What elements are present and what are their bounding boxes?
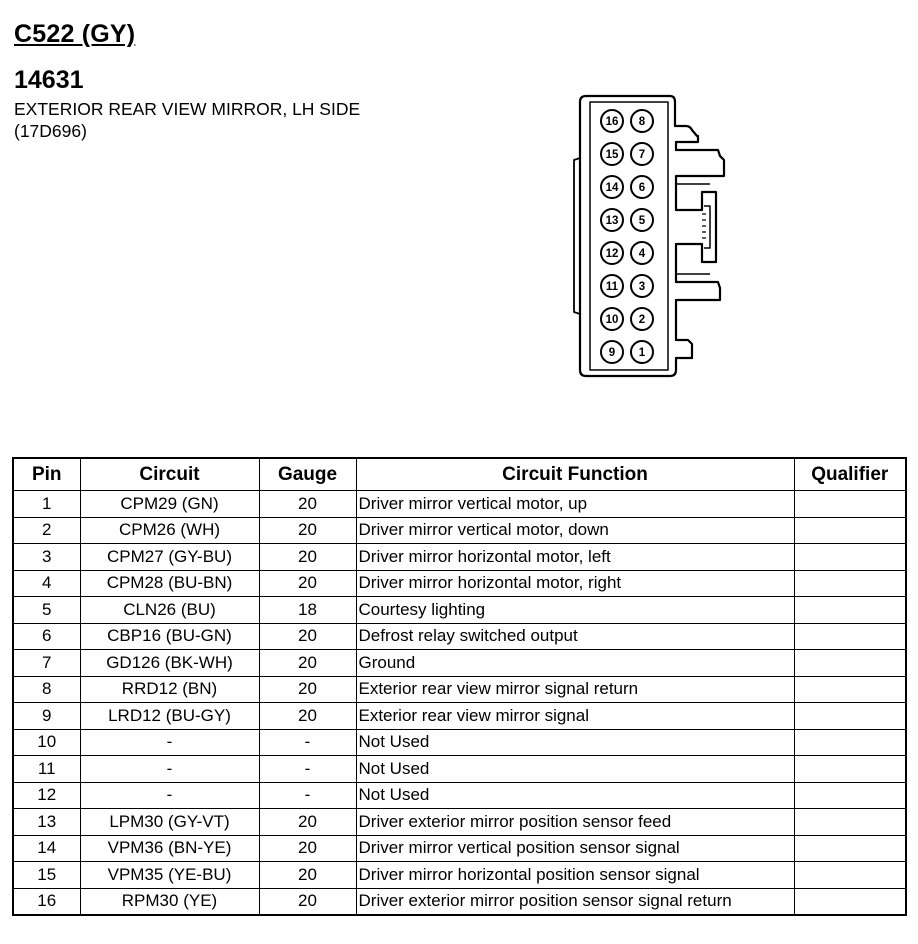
- function-cell: Not Used: [356, 729, 794, 756]
- connector-housing-outline: [580, 96, 724, 376]
- table-row: [13, 835, 906, 862]
- qualifier-cell: [794, 517, 906, 544]
- circuit-cell: LRD12 (BU-GY): [80, 703, 259, 730]
- pin-cell: 3: [13, 544, 80, 571]
- gauge-cell: 20: [259, 676, 356, 703]
- table-row: [13, 597, 906, 624]
- connector-pin-label: 2: [638, 314, 646, 327]
- connector-pin: [601, 341, 623, 363]
- function-cell: Driver mirror horizontal motor, right: [356, 570, 794, 597]
- pin-cell: 9: [13, 703, 80, 730]
- function-cell: Driver mirror vertical motor, up: [356, 491, 794, 518]
- function-cell: Not Used: [356, 782, 794, 809]
- function-cell: Exterior rear view mirror signal return: [356, 676, 794, 703]
- part-number: 14631: [14, 66, 84, 94]
- connector-pin: [631, 143, 653, 165]
- table-row: [13, 782, 906, 809]
- pin-cell: 7: [13, 650, 80, 677]
- qualifier-cell: [794, 835, 906, 862]
- function-cell: Driver mirror vertical motor, down: [356, 517, 794, 544]
- circuit-cell: CPM29 (GN): [80, 491, 259, 518]
- pin-cell: 15: [13, 862, 80, 889]
- function-cell: Ground: [356, 650, 794, 677]
- qualifier-cell: [794, 597, 906, 624]
- circuit-cell: VPM35 (YE-BU): [80, 862, 259, 889]
- table-row: [13, 809, 906, 836]
- gauge-cell: 20: [259, 623, 356, 650]
- connector-pin-label: 5: [638, 215, 646, 228]
- pin-cell: 4: [13, 570, 80, 597]
- pin-cell: 6: [13, 623, 80, 650]
- connector-pin: [601, 176, 623, 198]
- table-row: [13, 703, 906, 730]
- connector-pin: [631, 176, 653, 198]
- connector-pin-label: 12: [605, 248, 619, 261]
- connector-pin-label: 15: [605, 149, 619, 162]
- table-header-row: [13, 458, 906, 491]
- table-row: [13, 570, 906, 597]
- circuit-cell: RPM30 (YE): [80, 888, 259, 915]
- pin-cell: 10: [13, 729, 80, 756]
- circuit-cell: LPM30 (GY-VT): [80, 809, 259, 836]
- connector-pin-label: 8: [638, 116, 646, 129]
- function-cell: Not Used: [356, 756, 794, 783]
- header-qualifier: Qualifier: [794, 458, 906, 491]
- circuit-cell: CLN26 (BU): [80, 597, 259, 624]
- header-pin: Pin: [13, 458, 80, 491]
- qualifier-cell: [794, 729, 906, 756]
- circuit-cell: CPM27 (GY-BU): [80, 544, 259, 571]
- connector-pin-label: 7: [638, 149, 646, 162]
- connector-pin-label: 13: [605, 215, 619, 228]
- circuit-cell: -: [80, 782, 259, 809]
- connector-pin-label: 16: [605, 116, 619, 129]
- connector-pin: [601, 110, 623, 132]
- connector-pin-label: 9: [608, 347, 616, 360]
- connector-description: EXTERIOR REAR VIEW MIRROR, LH SIDE (17D696): [14, 99, 361, 141]
- pin-cell: 11: [13, 756, 80, 783]
- gauge-cell: -: [259, 756, 356, 783]
- function-cell: Driver mirror horizontal motor, left: [356, 544, 794, 571]
- gauge-cell: 20: [259, 491, 356, 518]
- table-row: [13, 623, 906, 650]
- connector-pin-label: 6: [638, 182, 646, 195]
- pin-grid: [601, 110, 653, 363]
- gauge-cell: 20: [259, 650, 356, 677]
- header-circuit-function: Circuit Function: [356, 458, 794, 491]
- circuit-cell: CPM26 (WH): [80, 517, 259, 544]
- table-row: [13, 544, 906, 571]
- circuit-cell: VPM36 (BN-YE): [80, 835, 259, 862]
- gauge-cell: -: [259, 782, 356, 809]
- function-cell: Driver mirror horizontal position sensor signal: [356, 862, 794, 889]
- function-cell: Driver mirror vertical position sensor signal: [356, 835, 794, 862]
- pin-cell: 14: [13, 835, 80, 862]
- connector-pin-label: 3: [638, 281, 646, 294]
- pin-cell: 13: [13, 809, 80, 836]
- connector-pin: [631, 275, 653, 297]
- connector-id: C522 (GY): [14, 20, 136, 48]
- qualifier-cell: [794, 888, 906, 915]
- function-cell: Courtesy lighting: [356, 597, 794, 624]
- pin-cell: 8: [13, 676, 80, 703]
- qualifier-cell: [794, 491, 906, 518]
- qualifier-cell: [794, 623, 906, 650]
- connector-pin: [631, 209, 653, 231]
- gauge-cell: 20: [259, 835, 356, 862]
- pin-cell: 1: [13, 491, 80, 518]
- connector-pin: [631, 341, 653, 363]
- circuit-cell: GD126 (BK-WH): [80, 650, 259, 677]
- connector-face-diagram: [570, 88, 760, 388]
- function-cell: Defrost relay switched output: [356, 623, 794, 650]
- connector-pin: [601, 308, 623, 330]
- pinout-table: [12, 457, 907, 916]
- gauge-cell: 20: [259, 517, 356, 544]
- qualifier-cell: [794, 676, 906, 703]
- table-row: [13, 676, 906, 703]
- connector-pin-label: 4: [638, 248, 646, 261]
- gauge-cell: 20: [259, 809, 356, 836]
- circuit-cell: -: [80, 756, 259, 783]
- table-row: [13, 650, 906, 677]
- circuit-cell: RRD12 (BN): [80, 676, 259, 703]
- table-row: [13, 517, 906, 544]
- qualifier-cell: [794, 570, 906, 597]
- function-cell: Driver exterior mirror position sensor feed: [356, 809, 794, 836]
- pin-cell: 5: [13, 597, 80, 624]
- qualifier-cell: [794, 756, 906, 783]
- connector-pin: [601, 209, 623, 231]
- table-row: [13, 729, 906, 756]
- gauge-cell: 20: [259, 703, 356, 730]
- connector-pin: [601, 242, 623, 264]
- qualifier-cell: [794, 862, 906, 889]
- connector-pin-label: 11: [605, 281, 619, 294]
- gauge-cell: 20: [259, 544, 356, 571]
- table-row: [13, 491, 906, 518]
- connector-pin: [631, 110, 653, 132]
- circuit-cell: CPM28 (BU-BN): [80, 570, 259, 597]
- header-gauge: Gauge: [259, 458, 356, 491]
- gauge-cell: -: [259, 729, 356, 756]
- connector-pin-label: 1: [638, 347, 646, 360]
- connector-pin-label: 14: [605, 182, 619, 195]
- gauge-cell: 20: [259, 862, 356, 889]
- table-row: [13, 756, 906, 783]
- function-cell: Driver exterior mirror position sensor signal return: [356, 888, 794, 915]
- gauge-cell: 20: [259, 570, 356, 597]
- connector-pin-label: 10: [605, 314, 619, 327]
- qualifier-cell: [794, 782, 906, 809]
- circuit-cell: -: [80, 729, 259, 756]
- gauge-cell: 18: [259, 597, 356, 624]
- connector-pin: [631, 308, 653, 330]
- connector-pin: [601, 275, 623, 297]
- gauge-cell: 20: [259, 888, 356, 915]
- table-row: [13, 888, 906, 915]
- header-circuit: Circuit: [80, 458, 259, 491]
- connector-pin: [631, 242, 653, 264]
- pin-cell: 16: [13, 888, 80, 915]
- qualifier-cell: [794, 544, 906, 571]
- connector-pin: [601, 143, 623, 165]
- table-row: [13, 862, 906, 889]
- function-cell: Exterior rear view mirror signal: [356, 703, 794, 730]
- qualifier-cell: [794, 650, 906, 677]
- qualifier-cell: [794, 809, 906, 836]
- qualifier-cell: [794, 703, 906, 730]
- circuit-cell: CBP16 (BU-GN): [80, 623, 259, 650]
- pin-cell: 12: [13, 782, 80, 809]
- pin-cell: 2: [13, 517, 80, 544]
